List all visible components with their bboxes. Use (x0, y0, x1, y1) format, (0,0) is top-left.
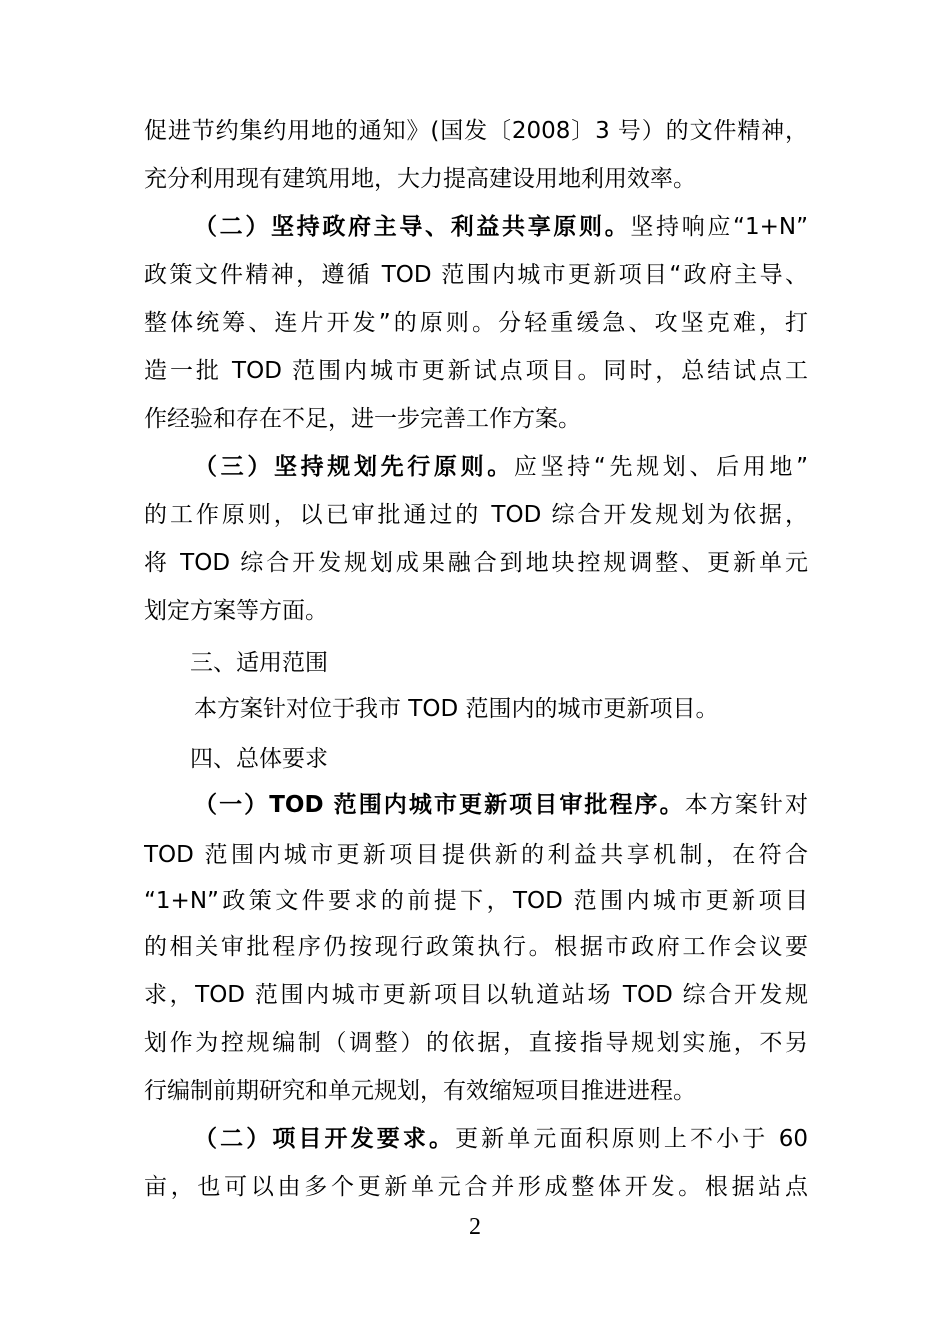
paragraph-line: 划作为控规编制（调整）的依据，直接指导规划实施，不另 (144, 1030, 808, 1056)
paragraph-line: 本方案针对位于我市 TOD 范围内的城市更新项目。 (194, 696, 719, 722)
paragraph-line: 造一批 TOD 范围内城市更新试点项目。同时，总结试点工 (144, 358, 808, 384)
inline-heading: （二）坚持政府主导、利益共享原则。 (194, 214, 631, 240)
inline-heading: （一）TOD 范围内城市更新项目审批程序。 (194, 792, 685, 818)
paragraph-line: 求，TOD 范围内城市更新项目以轨道站场 TOD 综合开发规 (144, 982, 808, 1008)
paragraph-line: 的工作原则，以已审批通过的 TOD 综合开发规划为依据， (144, 502, 808, 528)
paragraph-line: 的相关审批程序仍按现行政策执行。根据市政府工作会议要 (144, 934, 808, 960)
paragraph-line: 作经验和存在不足，进一步完善工作方案。 (144, 406, 581, 432)
paragraph-line-with-heading (194, 1124, 808, 1154)
line-text: 应坚持“先规划、后用地” (513, 454, 808, 480)
inline-heading: （三）坚持规划先行原则。 (194, 454, 514, 480)
paragraph-line-with-heading (194, 790, 808, 820)
line-text: 坚持响应“1+N” (630, 214, 808, 240)
line-text: 更新单元面积原则上不小于 60 (455, 1126, 808, 1152)
section-heading: 四、总体要求 (190, 746, 328, 772)
paragraph-line: 整体统筹、连片开发”的原则。分轻重缓急、攻坚克难，打 (144, 310, 808, 336)
inline-heading: （二）项目开发要求。 (194, 1126, 456, 1152)
section-heading: 三、适用范围 (190, 650, 328, 676)
page-number: 2 (469, 1214, 481, 1240)
paragraph-line: 政策文件精神，遵循 TOD 范围内城市更新项目“政府主导、 (144, 262, 808, 288)
paragraph-line: 促进节约集约用地的通知》(国发〔2008〕3 号）的文件精神， (144, 118, 808, 144)
paragraph-line-with-heading (194, 452, 808, 482)
paragraph-line: “1+N”政策文件要求的前提下，TOD 范围内城市更新项目 (144, 888, 808, 914)
line-text: 本方案针对 (684, 792, 808, 818)
paragraph-line: 划定方案等方面。 (144, 598, 328, 624)
paragraph-line: 充分利用现有建筑用地，大力提高建设用地利用效率。 (144, 166, 696, 192)
paragraph-line: TOD 范围内城市更新项目提供新的利益共享机制，在符合 (144, 842, 808, 868)
paragraph-line: 亩，也可以由多个更新单元合并形成整体开发。根据站点 (144, 1174, 808, 1200)
paragraph-line: 将 TOD 综合开发规划成果融合到地块控规调整、更新单元 (144, 550, 808, 576)
paragraph-line-with-heading (194, 212, 808, 242)
paragraph-line: 行编制前期研究和单元规划，有效缩短项目推进进程。 (144, 1078, 696, 1104)
